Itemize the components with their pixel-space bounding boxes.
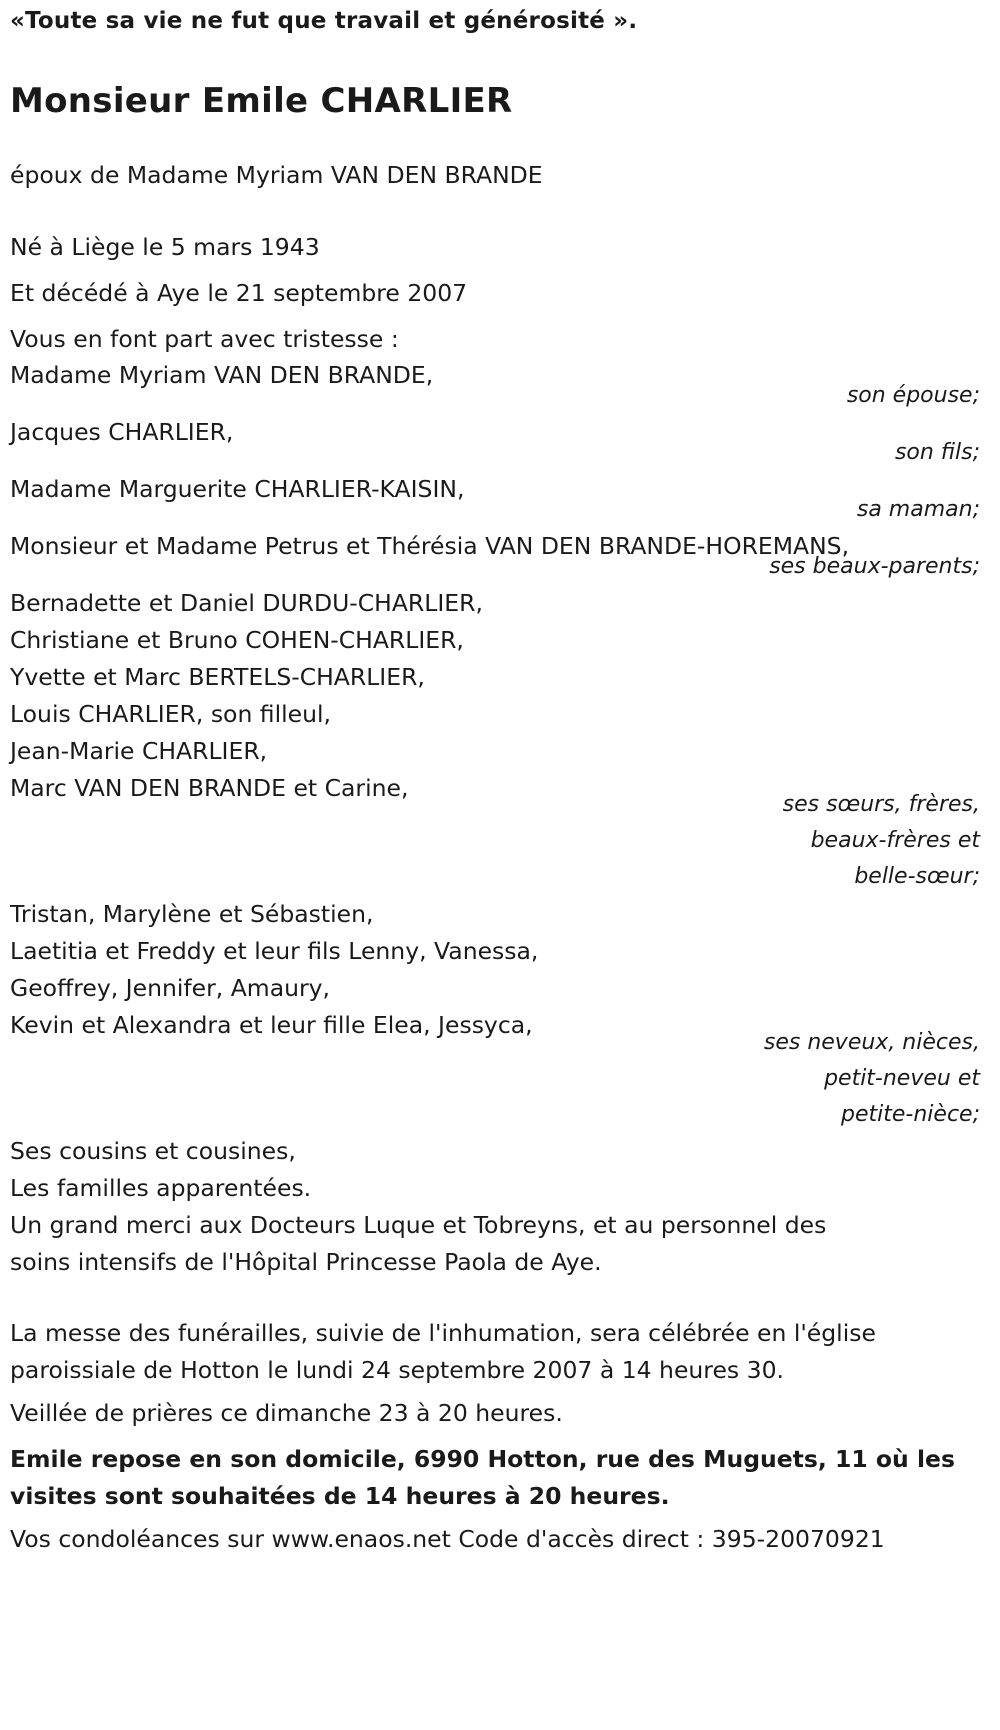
sibling-entry: Marc VAN DEN BRANDE et Carine, xyxy=(10,774,409,802)
rest-place xyxy=(10,1439,990,1516)
mourner-name: Jacques CHARLIER, xyxy=(10,418,234,446)
nephews-relation: petite-nièce; xyxy=(841,1102,980,1127)
nephew-entry: Geoffrey, Jennifer, Amaury, xyxy=(10,974,331,1002)
rest-place-line: Emile repose en son domicile, 6990 Hotton, rue des Muguets, 11 où les xyxy=(10,1445,955,1473)
sibling-entry: Louis CHARLIER, son filleul, xyxy=(10,700,332,728)
sibling-entry: Christiane et Bruno COHEN-CHARLIER, xyxy=(10,626,464,654)
siblings-relation: belle-sœur; xyxy=(854,864,980,889)
thanks-line: soins intensifs de l'Hôpital Princesse Paola de Aye. xyxy=(10,1248,602,1276)
nephew-entry: Kevin et Alexandra et leur fille Elea, Jessyca, xyxy=(10,1011,533,1039)
siblings-relation: ses sœurs, frères, xyxy=(782,792,980,817)
condolences-line: Vos condoléances sur www.enaos.net Code d'accès direct : 395-20070921 xyxy=(10,1525,885,1553)
death-line: Et décédé à Aye le 21 septembre 2007 xyxy=(10,279,468,307)
announcement-intro: Vous en font part avec tristesse : xyxy=(10,325,399,353)
mourner-name: Madame Marguerite CHARLIER-KAISIN, xyxy=(10,475,465,503)
sibling-entry: Yvette et Marc BERTELS-CHARLIER, xyxy=(10,663,425,691)
mourner-relation: ses beaux-parents; xyxy=(769,554,980,579)
rest-place-line: visites sont souhaitées de 14 heures à 20 heures. xyxy=(10,1482,670,1510)
closing-family xyxy=(10,1131,990,1282)
closing-line: Les familles apparentées. xyxy=(10,1174,312,1202)
mourner-relation: son épouse; xyxy=(846,383,980,408)
birth-line: Né à Liège le 5 mars 1943 xyxy=(10,233,320,261)
thanks-line: Un grand merci aux Docteurs Luque et Tobreyns, et au personnel des xyxy=(10,1211,827,1239)
nephews-relation: ses neveux, nièces, xyxy=(763,1030,980,1055)
deceased-name: Monsieur Emile CHARLIER xyxy=(10,81,513,121)
mourner-relation: son fils; xyxy=(894,440,980,465)
nephew-entry: Laetitia et Freddy et leur fils Lenny, Vanessa, xyxy=(10,937,539,965)
funeral-details xyxy=(10,1313,990,1390)
funeral-line: La messe des funérailles, suivie de l'inhumation, sera célébrée en l'église xyxy=(10,1319,876,1347)
mourner-name: Monsieur et Madame Petrus et Thérésia VAN DEN BRANDE-HOREMANS, xyxy=(10,532,850,560)
nephew-entry: Tristan, Marylène et Sébastien, xyxy=(10,900,374,928)
spouse-line: époux de Madame Myriam VAN DEN BRANDE xyxy=(10,161,543,189)
mourner-name: Madame Myriam VAN DEN BRANDE, xyxy=(10,361,434,389)
mourner-relation: sa maman; xyxy=(856,497,980,522)
siblings-relation: beaux-frères et xyxy=(810,828,980,853)
sibling-entry: Bernadette et Daniel DURDU-CHARLIER, xyxy=(10,589,483,617)
sibling-entry: Jean-Marie CHARLIER, xyxy=(10,737,268,765)
nephews-relation: petit-neveu et xyxy=(824,1066,980,1091)
funeral-line: paroissiale de Hotton le lundi 24 septembre 2007 à 14 heures 30. xyxy=(10,1356,784,1384)
vigil-line: Veillée de prières ce dimanche 23 à 20 heures. xyxy=(10,1399,563,1427)
epitaph-quote: «Toute sa vie ne fut que travail et générosité ». xyxy=(10,8,638,34)
closing-line: Ses cousins et cousines, xyxy=(10,1137,296,1165)
siblings-list xyxy=(10,583,990,808)
